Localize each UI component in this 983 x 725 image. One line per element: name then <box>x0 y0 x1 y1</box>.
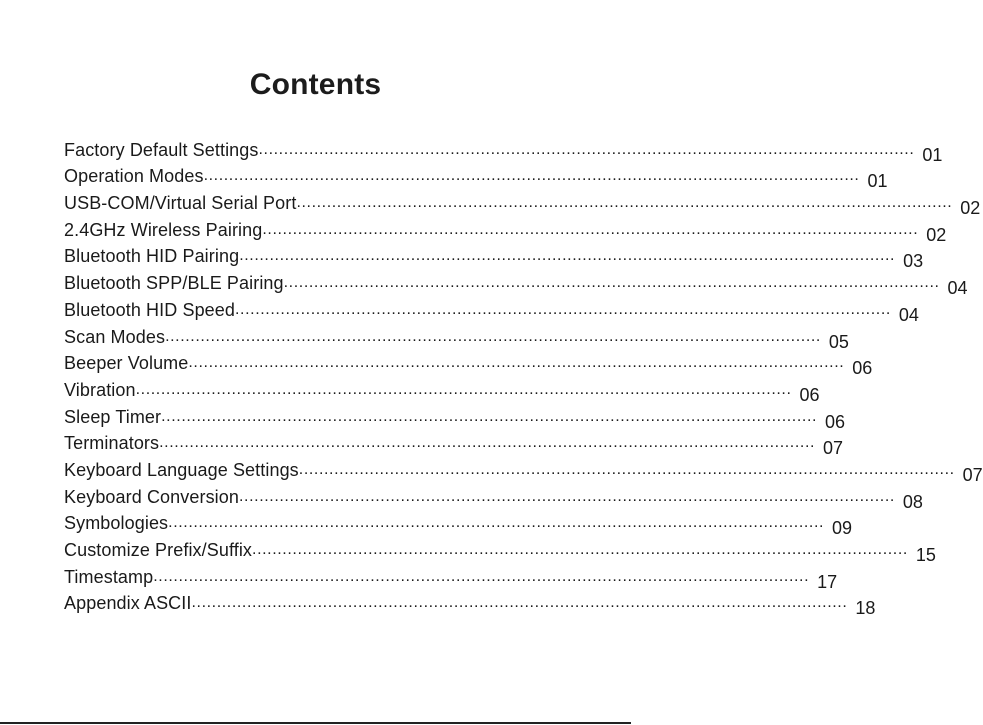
toc-page-number: 07 <box>962 464 983 485</box>
toc-dot-leader: .................................................................................................................................. <box>153 567 810 585</box>
toc-page-number: 06 <box>799 384 820 405</box>
toc-dot-leader: .................................................................................................................................. <box>188 354 845 372</box>
toc-entry-label: Timestamp <box>64 566 154 587</box>
toc-dot-leader: .................................................................................................................................. <box>165 327 821 345</box>
toc-entry-label: Factory Default Settings <box>64 139 259 160</box>
toc-entry-label: 2.4GHz Wireless Pairing <box>64 219 263 240</box>
toc-page-number: 01 <box>867 171 888 192</box>
toc-dot-leader: .................................................................................................................................. <box>262 220 919 238</box>
toc-entry[interactable] <box>64 561 838 592</box>
toc-dot-leader: .................................................................................................................................. <box>161 407 818 425</box>
toc-entry[interactable] <box>64 374 820 405</box>
toc-page-number: 06 <box>825 411 846 432</box>
toc-page-number: 17 <box>817 571 838 592</box>
toc-entry[interactable] <box>64 534 936 565</box>
toc-dot-leader: .................................................................................................................................. <box>159 434 816 452</box>
toc-dot-leader: .................................................................................................................................. <box>191 594 848 612</box>
toc-entry-label: Sleep Timer <box>64 406 162 427</box>
toc-dot-leader: .................................................................................................................................. <box>239 247 896 265</box>
toc-dot-leader: .................................................................................................................................. <box>283 274 940 292</box>
toc-dot-leader: .................................................................................................................................. <box>203 167 860 185</box>
toc-entry[interactable] <box>64 401 846 432</box>
toc-page-number: 04 <box>898 304 919 325</box>
table-of-contents <box>64 134 983 619</box>
toc-dot-leader: .................................................................................................................................. <box>168 514 825 532</box>
toc-entry-label: Bluetooth HID Pairing <box>64 246 240 267</box>
toc-entry[interactable] <box>64 267 968 299</box>
toc-entry[interactable] <box>64 134 943 165</box>
toc-entry-label: Bluetooth SPP/BLE Pairing <box>64 273 284 294</box>
toc-page-number: 06 <box>852 358 873 379</box>
toc-page-number: 04 <box>947 278 968 299</box>
toc-page-number: 15 <box>915 545 936 565</box>
page-title: Contents <box>249 68 382 101</box>
toc-entry-label: Terminators <box>64 433 160 454</box>
toc-entry[interactable] <box>64 588 876 619</box>
toc-entry[interactable] <box>64 348 873 379</box>
toc-entry-label: Bluetooth HID Speed <box>64 299 236 320</box>
toc-dot-leader: .................................................................................................................................. <box>239 487 895 505</box>
toc-page-number: 09 <box>832 518 853 539</box>
toc-entry[interactable] <box>64 428 844 459</box>
toc-entry-label: Operation Modes <box>64 166 204 187</box>
toc-entry[interactable] <box>64 161 888 192</box>
toc-entry-label: USB-COM/Virtual Serial Port <box>64 193 297 214</box>
toc-dot-leader: .................................................................................................................................. <box>135 380 792 398</box>
toc-entry-label: Keyboard Language Settings <box>64 459 299 480</box>
toc-entry-label: Customize Prefix/Suffix <box>64 540 253 560</box>
toc-entry-label: Appendix ASCII <box>64 593 192 614</box>
toc-entry-label: Symbologies <box>64 513 169 534</box>
toc-page-number: 03 <box>903 251 924 272</box>
toc-entry[interactable] <box>64 481 923 512</box>
toc-entry-label: Beeper Volume <box>64 353 189 374</box>
toc-entry-label: Keyboard Conversion <box>64 486 240 507</box>
toc-page-number: 02 <box>926 224 947 245</box>
toc-page-number: 08 <box>902 491 923 512</box>
toc-entry[interactable] <box>64 321 849 352</box>
toc-entry[interactable] <box>64 508 853 539</box>
toc-entry-label: Scan Modes <box>64 326 166 347</box>
toc-dot-leader: .................................................................................................................................. <box>235 300 891 318</box>
toc-dot-leader: .................................................................................................................................. <box>258 140 915 158</box>
toc-page-number: 05 <box>828 331 849 352</box>
toc-page-number: 18 <box>855 598 876 619</box>
toc-dot-leader: .................................................................................................................................. <box>296 194 953 212</box>
toc-dot-leader: .................................................................................................................................. <box>298 460 955 478</box>
toc-dot-leader: .................................................................................................................................. <box>252 541 908 558</box>
toc-page-number: 02 <box>960 198 981 219</box>
toc-entry[interactable] <box>64 241 924 272</box>
toc-entry[interactable] <box>64 187 981 219</box>
toc-entry[interactable] <box>64 294 919 325</box>
toc-page-number: 07 <box>823 438 844 459</box>
toc-page-number: 01 <box>922 144 943 165</box>
toc-entry-label: Vibration <box>64 379 136 400</box>
toc-entry[interactable] <box>64 454 983 485</box>
bottom-divider <box>0 722 631 724</box>
toc-entry[interactable] <box>64 214 947 245</box>
